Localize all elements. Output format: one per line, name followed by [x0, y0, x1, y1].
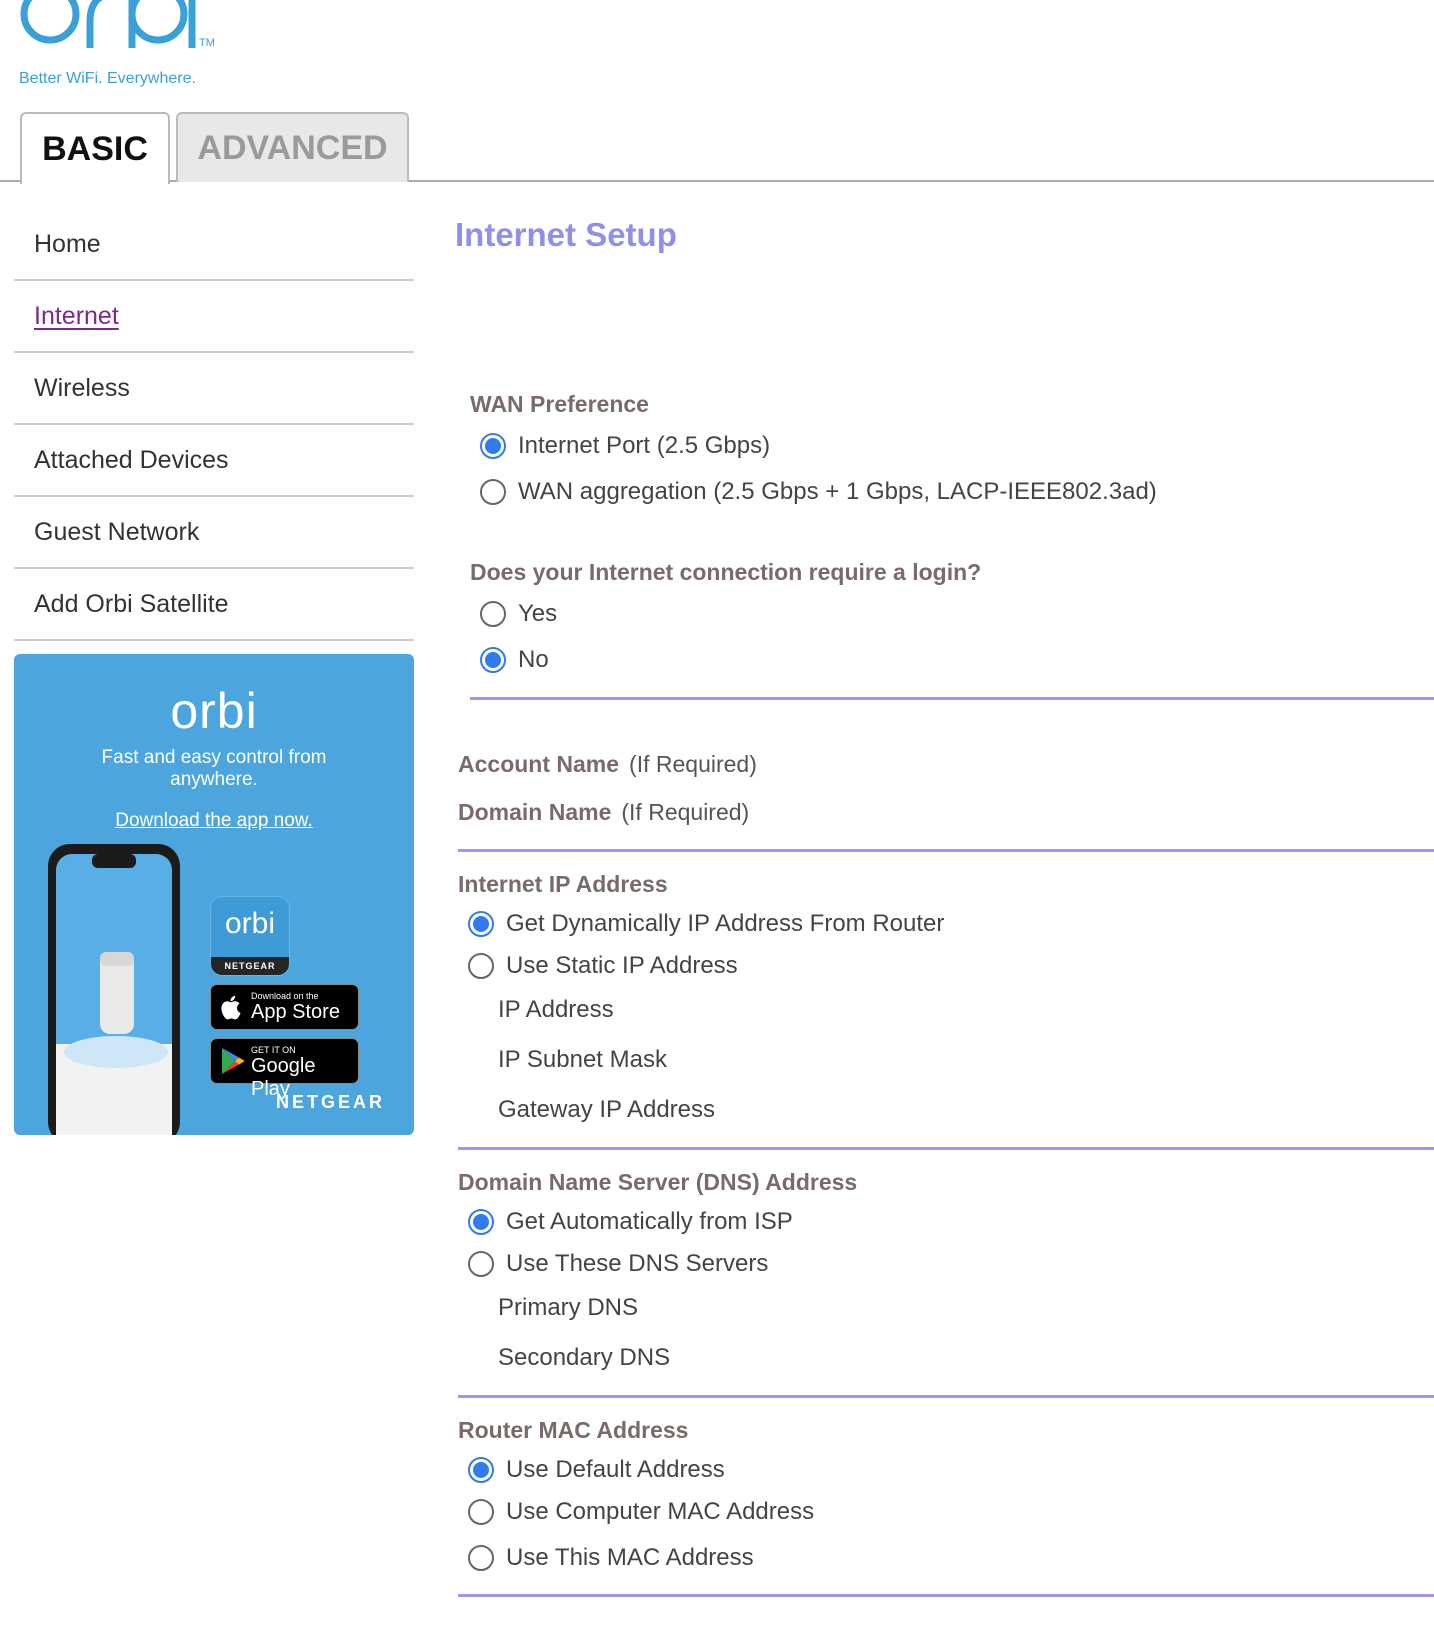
- radio-label: Get Dynamically IP Address From Router: [506, 910, 945, 937]
- primary-dns-label: Primary DNS: [498, 1294, 639, 1321]
- radio-button[interactable]: [468, 1499, 494, 1525]
- radio-label: Use This MAC Address: [506, 1544, 754, 1571]
- mac-option-computer[interactable]: [468, 1498, 814, 1526]
- sidebar-item-label: Add Orbi Satellite: [34, 589, 229, 618]
- section-divider: [458, 1594, 1434, 1597]
- radio-label: Yes: [518, 600, 558, 627]
- radio-button[interactable]: [468, 911, 494, 937]
- tab-basic[interactable]: BASIC: [20, 112, 170, 184]
- app-icon-maker: NETGEAR: [211, 957, 289, 975]
- sidebar-item-home[interactable]: [14, 209, 414, 281]
- promo-brand: orbi: [170, 683, 258, 739]
- orbi-app-icon: [210, 896, 290, 976]
- secondary-dns-label: Secondary DNS: [498, 1344, 671, 1371]
- page-title: Internet Setup: [455, 216, 677, 253]
- login-option-yes[interactable]: [480, 600, 557, 628]
- radio-button[interactable]: [468, 1209, 494, 1235]
- radio-label: Use Default Address: [506, 1456, 725, 1483]
- sidebar-item-label: Wireless: [34, 373, 130, 402]
- trademark-text: TM: [199, 37, 215, 49]
- wan-preference-label: WAN Preference: [470, 391, 649, 417]
- radio-label: Use Static IP Address: [506, 952, 738, 979]
- section-divider: [458, 1147, 1434, 1150]
- ip-subnet-mask-label: IP Subnet Mask: [498, 1046, 667, 1073]
- phone-image: [44, 844, 194, 1135]
- sidebar-item-attached-devices[interactable]: [14, 425, 414, 497]
- netgear-logo: NETGEAR: [276, 1092, 386, 1112]
- mac-option-default[interactable]: [468, 1456, 725, 1484]
- sidebar-item-label: Guest Network: [34, 517, 200, 546]
- wan-option-internet-port[interactable]: [480, 432, 770, 460]
- radio-button[interactable]: [468, 1457, 494, 1483]
- router-mac-label: Router MAC Address: [458, 1417, 689, 1443]
- radio-button[interactable]: [468, 953, 494, 979]
- google-play-button[interactable]: [210, 1038, 359, 1100]
- app-store-button[interactable]: [210, 984, 359, 1030]
- app-icon-name: orbi: [224, 907, 276, 940]
- section-divider: [458, 849, 1434, 852]
- apple-icon: [220, 993, 244, 1021]
- app-store-small-text: Download on the: [251, 991, 319, 1001]
- sidebar-item-label: Attached Devices: [34, 445, 229, 474]
- sidebar-item-internet[interactable]: [14, 281, 414, 353]
- radio-button[interactable]: [468, 1545, 494, 1571]
- app-store-big-text: App Store: [251, 1001, 340, 1023]
- login-option-no[interactable]: [480, 646, 549, 674]
- mac-option-custom[interactable]: [468, 1544, 754, 1572]
- domain-name-label: [458, 799, 749, 826]
- google-play-icon: [220, 1047, 246, 1075]
- sidebar-item-label: Internet: [34, 301, 119, 330]
- dns-option-auto[interactable]: [468, 1208, 793, 1236]
- radio-button[interactable]: [468, 1251, 494, 1277]
- sidebar-item-label: Home: [34, 229, 101, 258]
- brand-tagline: Better WiFi. Everywhere.: [19, 70, 196, 87]
- dns-label: Domain Name Server (DNS) Address: [458, 1169, 858, 1195]
- radio-label: Get Automatically from ISP: [506, 1208, 793, 1235]
- sidebar-item-guest-network[interactable]: [14, 497, 414, 569]
- account-name-hint: (If Required): [629, 751, 757, 777]
- orbi-logo-icon: [18, 0, 218, 60]
- radio-label: WAN aggregation (2.5 Gbps + 1 Gbps, LACP-IEEE802.3ad): [518, 478, 1157, 505]
- dns-option-custom[interactable]: [468, 1250, 768, 1278]
- google-play-small-text: GET IT ON: [251, 1045, 296, 1055]
- radio-label: Internet Port (2.5 Gbps): [518, 432, 771, 459]
- top-tabs: [0, 112, 1434, 182]
- gateway-ip-label: Gateway IP Address: [498, 1096, 716, 1123]
- ip-option-dynamic[interactable]: [468, 910, 944, 938]
- promo-text: Fast and easy control from anywhere.: [101, 747, 327, 790]
- radio-label: Use Computer MAC Address: [506, 1498, 815, 1525]
- radio-button[interactable]: [480, 601, 506, 627]
- ip-address-label: IP Address: [498, 996, 614, 1023]
- domain-name-hint: (If Required): [621, 799, 750, 825]
- radio-button[interactable]: [480, 647, 506, 673]
- ip-option-static[interactable]: [468, 952, 738, 980]
- sidebar-item-wireless[interactable]: [14, 353, 414, 425]
- radio-button[interactable]: [480, 479, 506, 505]
- account-name-label: [458, 751, 757, 778]
- section-divider: [458, 1395, 1434, 1398]
- download-app-link[interactable]: Download the app now.: [115, 810, 313, 831]
- tab-advanced[interactable]: ADVANCED: [176, 112, 409, 182]
- section-divider: [470, 697, 1434, 700]
- radio-button[interactable]: [480, 433, 506, 459]
- wan-option-aggregation[interactable]: [480, 478, 1157, 506]
- sidebar-item-add-satellite[interactable]: [14, 569, 414, 641]
- account-name-text: Account Name: [458, 751, 620, 777]
- domain-name-text: Domain Name: [458, 799, 612, 825]
- sidebar-nav: [14, 209, 414, 641]
- login-question-label: Does your Internet connection require a login?: [470, 559, 982, 585]
- radio-label: No: [518, 646, 549, 673]
- google-play-big-text: Google Play: [251, 1055, 316, 1100]
- radio-label: Use These DNS Servers: [506, 1250, 769, 1277]
- app-promo-banner: [14, 654, 414, 1135]
- internet-ip-label: Internet IP Address: [458, 871, 668, 897]
